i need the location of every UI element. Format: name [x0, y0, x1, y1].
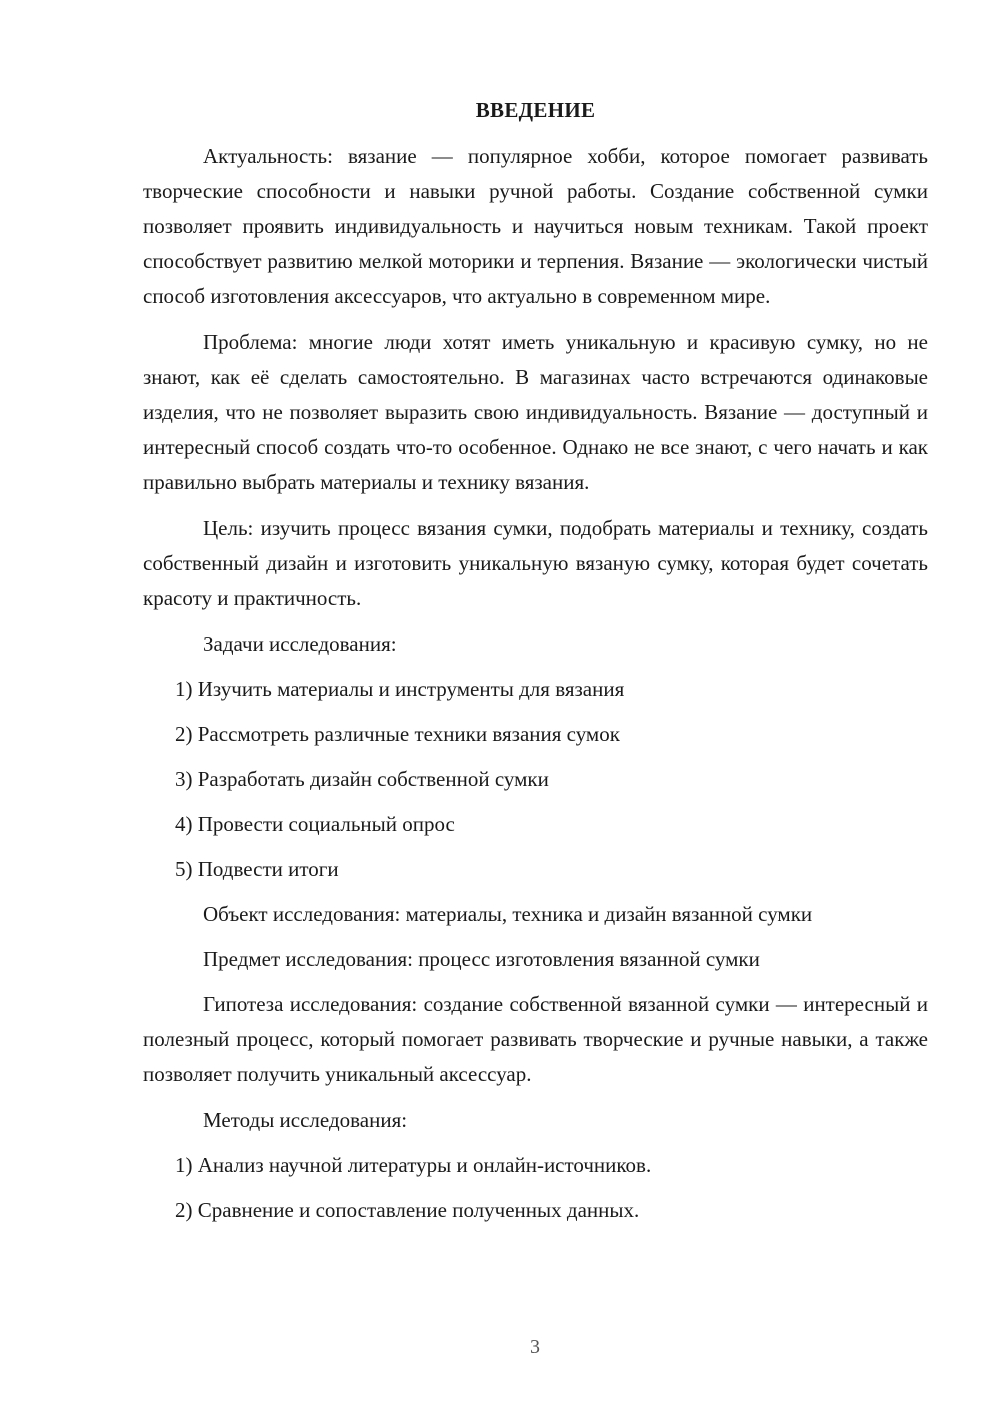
task-item-2: 2) Рассмотреть различные техники вязания сумок [175, 722, 620, 746]
tasks-heading: Задачи исследования: [203, 632, 397, 656]
task-item-5: 5) Подвести итоги [175, 857, 339, 881]
task-item-3: 3) Разработать дизайн собственной сумки [175, 767, 549, 791]
document-page [143, 95, 928, 1238]
method-item-1: 1) Анализ научной литературы и онлайн-источников. [175, 1153, 652, 1177]
methods-heading: Методы исследования: [203, 1108, 408, 1132]
research-subject: Предмет исследования: процесс изготовления вязанной сумки [203, 947, 760, 971]
hypothesis-paragraph: Гипотеза исследования: создание собственной вязанной сумки — интересный и полезный процесс, который помогает развивать творческие и ручные навыки, а также позволяет получить уникальный аксессуар. [143, 992, 928, 1086]
problem-paragraph: Проблема: многие люди хотят иметь уникальную и красивую сумку, но не знают, как её сделать самостоятельно. В магазинах часто встречаются одинаковые изделия, что не позволяет выразить свою индивидуальность. Вязание — доступный и интересный способ создать что-то особенное. Однако не все знают, с чего начать и как правильно выбрать материалы и технику вязания. [143, 330, 928, 494]
task-item-4: 4) Провести социальный опрос [175, 812, 455, 836]
method-item-2: 2) Сравнение и сопоставление полученных данных. [175, 1198, 640, 1222]
task-item-1: 1) Изучить материалы и инструменты для вязания [175, 677, 625, 701]
research-object: Объект исследования: материалы, техника и дизайн вязанной сумки [203, 902, 813, 926]
page-number: 3 [530, 1336, 540, 1358]
goal-paragraph: Цель: изучить процесс вязания сумки, подобрать материалы и технику, создать собственный дизайн и изготовить уникальную вязаную сумку, которая будет сочетать красоту и практичность. [143, 516, 928, 610]
page-title: ВВЕДЕНИЕ [475, 98, 596, 122]
relevance-paragraph: Актуальность: вязание — популярное хобби, которое помогает развивать творческие способности и навыки ручной работы. Создание собственной сумки позволяет проявить индивидуальность и научиться новым техникам. Такой проект способствует развитию мелкой моторики и терпения. Вязание — экологически чистый способ изготовления аксессуаров, что актуально в современном мире. [143, 144, 928, 308]
